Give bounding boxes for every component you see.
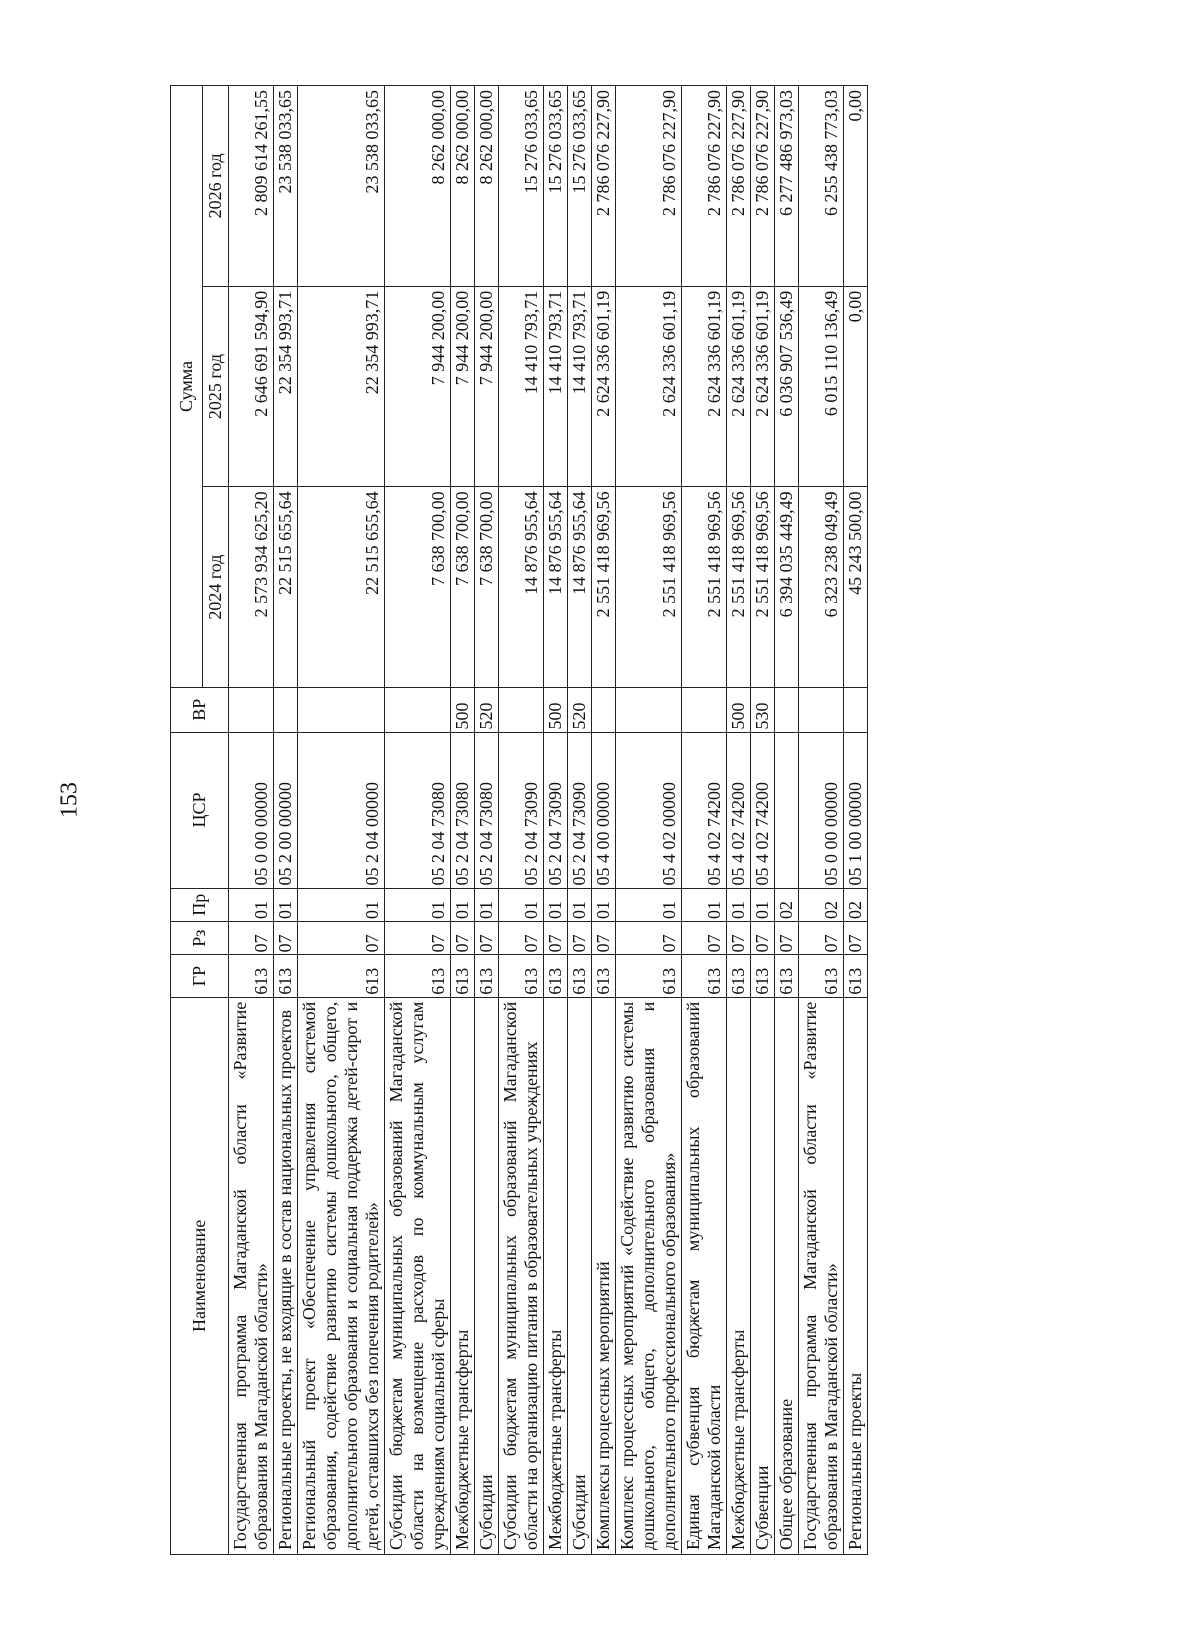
- cell-pr: 02: [844, 888, 868, 921]
- cell-pr: 01: [727, 888, 751, 921]
- rotated-page-content: [170, 85, 1070, 1555]
- cell-rz: 07: [775, 921, 799, 954]
- cell-pr: 01: [298, 888, 385, 921]
- cell-sum-2024: 14 876 955,64: [568, 487, 592, 688]
- cell-sum-2026: 8 262 000,00: [451, 86, 475, 287]
- cell-pr: 01: [616, 888, 682, 921]
- cell-sum-2025: 2 624 336 601,19: [592, 286, 616, 487]
- cell-pr: 01: [475, 888, 499, 921]
- cell-sum-2026: 6 277 486 973,03: [775, 86, 799, 287]
- cell-pr: 01: [751, 888, 775, 921]
- header-name: Наименование: [171, 997, 229, 1554]
- cell-gr: 613: [298, 955, 385, 997]
- cell-gr: 613: [475, 955, 499, 997]
- cell-pr: 01: [274, 888, 298, 921]
- cell-sum-2024: 6 323 238 049,49: [799, 487, 844, 688]
- table-row: [568, 86, 592, 1555]
- cell-gr: 613: [499, 955, 544, 997]
- cell-sum-2024: 14 876 955,64: [499, 487, 544, 688]
- cell-gr: 613: [592, 955, 616, 997]
- cell-vr: [274, 687, 298, 732]
- cell-rz: 07: [799, 921, 844, 954]
- cell-vr: 520: [475, 687, 499, 732]
- cell-name: Региональный проект «Обеспечение управления системой образования, содействие развитию системы дошкольного, общего, дополнительного образования и социальная поддержка детей-сирот и детей, оставшихся без попечения родителей»: [298, 997, 385, 1554]
- cell-name: Межбюджетные трансферты: [727, 997, 751, 1554]
- cell-sum-2025: 7 944 200,00: [475, 286, 499, 487]
- table-row: [544, 86, 568, 1555]
- cell-pr: 01: [544, 888, 568, 921]
- cell-sum-2026: 23 538 033,65: [298, 86, 385, 287]
- cell-rz: 07: [751, 921, 775, 954]
- header-sum: Сумма: [171, 86, 203, 688]
- cell-csr: 05 1 00 00000: [844, 732, 868, 888]
- cell-sum-2025: 2 624 336 601,19: [727, 286, 751, 487]
- cell-sum-2026: 2 786 076 227,90: [592, 86, 616, 287]
- cell-sum-2026: 15 276 033,65: [544, 86, 568, 287]
- cell-gr: 613: [544, 955, 568, 997]
- cell-sum-2025: 14 410 793,71: [544, 286, 568, 487]
- cell-sum-2025: 6 015 110 136,49: [799, 286, 844, 487]
- cell-sum-2024: 7 638 700,00: [385, 487, 451, 688]
- cell-sum-2026: 23 538 033,65: [274, 86, 298, 287]
- cell-vr: [499, 687, 544, 732]
- cell-gr: 613: [274, 955, 298, 997]
- cell-csr: 05 0 00 00000: [799, 732, 844, 888]
- cell-sum-2026: 0,00: [844, 86, 868, 287]
- cell-sum-2025: 6 036 907 536,49: [775, 286, 799, 487]
- cell-rz: 07: [229, 921, 274, 954]
- table-row: [751, 86, 775, 1555]
- cell-rz: 07: [682, 921, 727, 954]
- cell-name: Субсидии бюджетам муниципальных образований Магаданской области на организацию питания в образовательных учреждениях: [499, 997, 544, 1554]
- cell-sum-2025: 2 624 336 601,19: [682, 286, 727, 487]
- table-row: [844, 86, 868, 1555]
- cell-gr: 613: [844, 955, 868, 997]
- cell-gr: 613: [385, 955, 451, 997]
- cell-name: Межбюджетные трансферты: [451, 997, 475, 1554]
- budget-table: [170, 85, 868, 1555]
- cell-sum-2025: 22 354 993,71: [298, 286, 385, 487]
- cell-sum-2026: 15 276 033,65: [499, 86, 544, 287]
- cell-name: Государственная программа Магаданской области «Развитие образования в Магаданской области»: [799, 997, 844, 1554]
- cell-sum-2024: 2 551 418 969,56: [682, 487, 727, 688]
- cell-csr: 05 2 04 73080: [475, 732, 499, 888]
- cell-vr: [616, 687, 682, 732]
- cell-sum-2025: 14 410 793,71: [499, 286, 544, 487]
- cell-rz: 07: [499, 921, 544, 954]
- cell-vr: 500: [451, 687, 475, 732]
- cell-sum-2024: 7 638 700,00: [451, 487, 475, 688]
- cell-name: Межбюджетные трансферты: [544, 997, 568, 1554]
- cell-pr: 02: [775, 888, 799, 921]
- cell-pr: 01: [592, 888, 616, 921]
- cell-vr: [799, 687, 844, 732]
- header-pr: Пр: [171, 888, 229, 921]
- cell-gr: 613: [229, 955, 274, 997]
- cell-rz: 07: [385, 921, 451, 954]
- header-vr: ВР: [171, 687, 229, 732]
- cell-gr: 613: [751, 955, 775, 997]
- cell-sum-2026: 6 255 438 773,03: [799, 86, 844, 287]
- cell-vr: 530: [751, 687, 775, 732]
- cell-vr: 500: [544, 687, 568, 732]
- cell-csr: 05 2 04 73090: [568, 732, 592, 888]
- cell-csr: 05 2 04 00000: [298, 732, 385, 888]
- cell-sum-2024: 22 515 655,64: [298, 487, 385, 688]
- cell-sum-2024: 2 551 418 969,56: [616, 487, 682, 688]
- cell-csr: 05 4 02 74200: [751, 732, 775, 888]
- page-number: 153: [56, 782, 83, 818]
- table-row: [229, 86, 274, 1555]
- cell-rz: 07: [274, 921, 298, 954]
- cell-sum-2024: 2 573 934 625,20: [229, 487, 274, 688]
- table-row: [799, 86, 844, 1555]
- cell-gr: 613: [682, 955, 727, 997]
- cell-csr: [775, 732, 799, 888]
- cell-sum-2025: 2 624 336 601,19: [751, 286, 775, 487]
- table-row: [274, 86, 298, 1555]
- cell-gr: 613: [775, 955, 799, 997]
- cell-rz: 07: [475, 921, 499, 954]
- cell-sum-2024: 2 551 418 969,56: [751, 487, 775, 688]
- cell-sum-2026: 2 786 076 227,90: [751, 86, 775, 287]
- cell-csr: 05 4 02 00000: [616, 732, 682, 888]
- table-row: [298, 86, 385, 1555]
- table-row: [592, 86, 616, 1555]
- cell-vr: [229, 687, 274, 732]
- cell-sum-2024: 7 638 700,00: [475, 487, 499, 688]
- header-year-2024: 2024 год: [203, 487, 229, 688]
- table-body: [229, 86, 868, 1555]
- cell-vr: 500: [727, 687, 751, 732]
- cell-gr: 613: [799, 955, 844, 997]
- cell-sum-2025: 2 646 691 594,90: [229, 286, 274, 487]
- cell-vr: [592, 687, 616, 732]
- cell-sum-2026: 2 786 076 227,90: [682, 86, 727, 287]
- cell-vr: [298, 687, 385, 732]
- cell-name: Общее образование: [775, 997, 799, 1554]
- cell-pr: 02: [799, 888, 844, 921]
- cell-sum-2024: 45 243 500,00: [844, 487, 868, 688]
- cell-pr: 01: [682, 888, 727, 921]
- cell-csr: 05 4 02 74200: [727, 732, 751, 888]
- cell-csr: 05 2 04 73090: [499, 732, 544, 888]
- cell-rz: 07: [451, 921, 475, 954]
- cell-sum-2025: 14 410 793,71: [568, 286, 592, 487]
- cell-gr: 613: [616, 955, 682, 997]
- header-year-2026: 2026 год: [203, 86, 229, 287]
- cell-gr: 613: [727, 955, 751, 997]
- cell-vr: [682, 687, 727, 732]
- table-row: [451, 86, 475, 1555]
- cell-name: Региональные проекты, не входящие в состав национальных проектов: [274, 997, 298, 1554]
- cell-rz: 07: [616, 921, 682, 954]
- cell-csr: 05 2 00 00000: [274, 732, 298, 888]
- table-row: [385, 86, 451, 1555]
- cell-vr: [775, 687, 799, 732]
- table-row: [475, 86, 499, 1555]
- cell-sum-2026: 2 809 614 261,55: [229, 86, 274, 287]
- cell-sum-2026: 8 262 000,00: [385, 86, 451, 287]
- cell-csr: 05 0 00 00000: [229, 732, 274, 888]
- cell-rz: 07: [298, 921, 385, 954]
- cell-gr: 613: [568, 955, 592, 997]
- table-row: [499, 86, 544, 1555]
- cell-rz: 07: [844, 921, 868, 954]
- cell-gr: 613: [451, 955, 475, 997]
- cell-csr: 05 2 04 73080: [385, 732, 451, 888]
- cell-rz: 07: [568, 921, 592, 954]
- cell-name: Субсидии бюджетам муниципальных образований Магаданской области на возмещение расходов по коммунальным услугам учреждениям социальной сферы: [385, 997, 451, 1554]
- cell-pr: 01: [385, 888, 451, 921]
- cell-vr: [844, 687, 868, 732]
- cell-rz: 07: [544, 921, 568, 954]
- cell-name: Региональные проекты: [844, 997, 868, 1554]
- cell-pr: 01: [451, 888, 475, 921]
- header-csr: ЦСР: [171, 732, 229, 888]
- cell-sum-2026: 8 262 000,00: [475, 86, 499, 287]
- cell-sum-2024: 2 551 418 969,56: [592, 487, 616, 688]
- cell-sum-2025: 2 624 336 601,19: [616, 286, 682, 487]
- table-row: [727, 86, 751, 1555]
- cell-pr: 01: [568, 888, 592, 921]
- cell-sum-2024: 22 515 655,64: [274, 487, 298, 688]
- cell-sum-2025: 7 944 200,00: [385, 286, 451, 487]
- cell-csr: 05 4 02 74200: [682, 732, 727, 888]
- cell-sum-2024: 14 876 955,64: [544, 487, 568, 688]
- table-row: [616, 86, 682, 1555]
- cell-sum-2025: 7 944 200,00: [451, 286, 475, 487]
- header-gr: ГР: [171, 955, 229, 997]
- header-rz: Рз: [171, 921, 229, 954]
- cell-sum-2024: 6 394 035 449,49: [775, 487, 799, 688]
- cell-rz: 07: [592, 921, 616, 954]
- cell-csr: 05 2 04 73080: [451, 732, 475, 888]
- cell-sum-2025: 22 354 993,71: [274, 286, 298, 487]
- cell-name: Субсидии: [568, 997, 592, 1554]
- cell-sum-2026: 2 786 076 227,90: [727, 86, 751, 287]
- header-year-2025: 2025 год: [203, 286, 229, 487]
- cell-pr: 01: [499, 888, 544, 921]
- cell-name: Субсидии: [475, 997, 499, 1554]
- cell-name: Государственная программа Магаданской области «Развитие образования в Магаданской области»: [229, 997, 274, 1554]
- cell-csr: 05 4 00 00000: [592, 732, 616, 888]
- cell-sum-2026: 2 786 076 227,90: [616, 86, 682, 287]
- cell-name: Субвенции: [751, 997, 775, 1554]
- cell-name: Единая субвенция бюджетам муниципальных образований Магаданской области: [682, 997, 727, 1554]
- cell-sum-2026: 15 276 033,65: [568, 86, 592, 287]
- cell-sum-2025: 0,00: [844, 286, 868, 487]
- cell-rz: 07: [727, 921, 751, 954]
- cell-pr: 01: [229, 888, 274, 921]
- cell-sum-2024: 2 551 418 969,56: [727, 487, 751, 688]
- cell-vr: [385, 687, 451, 732]
- cell-name: Комплексы процессных мероприятий: [592, 997, 616, 1554]
- cell-name: Комплекс процессных мероприятий «Содействие развитию системы дошкольного, общего, дополнительного образования и дополнительного профессионального образования»: [616, 997, 682, 1554]
- table-row: [682, 86, 727, 1555]
- cell-vr: 520: [568, 687, 592, 732]
- cell-csr: 05 2 04 73090: [544, 732, 568, 888]
- table-row: [775, 86, 799, 1555]
